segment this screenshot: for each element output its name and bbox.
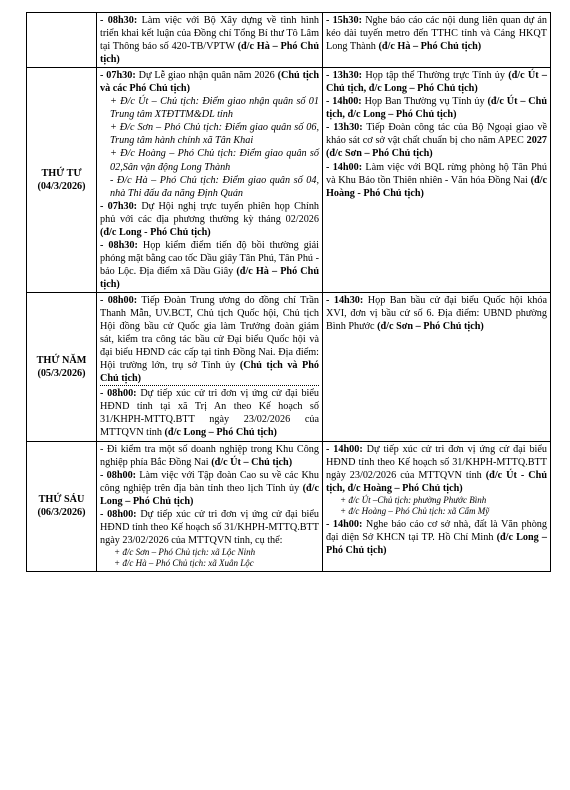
schedule-table	[26, 12, 551, 572]
entry-leader: (đ/c Út – Chủ tịch)	[211, 456, 293, 468]
morning-cell	[97, 292, 323, 441]
entry-text: Dự Hội nghị trực tuyến phiên họp Chính phủ với các địa phương thường kỳ tháng 02/2026	[100, 200, 320, 225]
entry-time: - 13h30:	[326, 122, 363, 134]
schedule-entry	[100, 69, 319, 95]
morning-cell	[97, 68, 323, 293]
day-cell	[27, 441, 97, 571]
entry-time: - 08h30:	[100, 239, 138, 251]
afternoon-cell	[323, 68, 551, 293]
sub-entry: + Đ/c Sơn – Phó Chủ tịch: Điểm giao quân số 06, Trung tâm hành chính xã Tân Khai	[110, 122, 319, 147]
schedule-entry	[100, 385, 319, 439]
morning-cell	[97, 13, 323, 68]
entry-time: - 08h00:	[100, 508, 137, 520]
entry-text: Họp Ban bầu cử đại biểu Quốc hội khóa XVI, đơn vị bầu cử số 6. Địa điểm: UBND phường Bình Phước	[326, 294, 547, 333]
day-name: THỨ SÁU	[38, 494, 85, 506]
schedule-entry	[100, 200, 319, 239]
day-name: THỨ NĂM	[36, 354, 87, 366]
schedule-body	[27, 13, 551, 572]
schedule-entry	[100, 469, 319, 508]
sub-entry: + đ/c Út –Chủ tịch: phường Phước Bình	[340, 494, 487, 505]
entry-leader: (đ/c Hoàng - Phó Chủ tịch)	[326, 174, 547, 199]
day-date: (06/3/2026)	[37, 507, 86, 519]
morning-cell	[97, 441, 323, 571]
entry-text: Tiếp Đoàn công tác của Bộ Ngoại giao về khảo sát cơ sở vật chất chuẩn bị cho năm APEC	[326, 122, 547, 147]
entry-time: - 14h30:	[326, 294, 364, 306]
entry-text: Làm việc với Tập đoàn Cao su về các Khu công nghiệp trên địa bàn tỉnh theo lịch Tỉnh ủy	[100, 469, 319, 494]
day-name: THỨ TƯ	[41, 168, 82, 180]
entry-leader: (đ/c Hà – Phó Chủ tịch)	[100, 41, 319, 66]
afternoon-cell	[323, 441, 551, 571]
day-date: (05/3/2026)	[37, 367, 86, 379]
schedule-row	[27, 13, 551, 68]
entry-time: - 14h00:	[326, 518, 363, 530]
entry-leader: (đ/c Út – Chủ tịch, đ/c Long – Phó Chủ tịch)	[326, 70, 547, 95]
schedule-entry	[100, 239, 319, 291]
entry-leader: (đ/c Hà – Phó Chủ tịch)	[378, 41, 482, 53]
entry-leader: (đ/c Út - Chủ tịch, đ/c Hoàng – Phó Chủ tịch)	[326, 469, 547, 494]
entry-time: - 14h00:	[326, 443, 363, 455]
entry-text: Tiếp Đoàn Trung ương do đồng chí Trần Thanh Mẫn, UV.BCT, Chủ tịch Quốc hội, Chủ tịch Hội đồng bầu cử Quốc gia làm Trưởng đoàn giám sát, kiểm tra công tác bầu cử Đại biểu Quốc hội và đại biểu HĐND các cấp tại tỉnh Đồng Nai. Địa điểm: Hội trường lớn, trụ sở Tỉnh ủy	[100, 294, 319, 372]
sub-entry: + Đ/c Hoàng – Phó Chủ tịch: Điểm giao quân số 02,Sân vận động Long Thành	[110, 148, 319, 173]
entry-leader: (đ/c Sơn – Phó Chủ tịch)	[326, 148, 433, 160]
schedule-entry	[100, 294, 319, 385]
schedule-entry	[326, 518, 547, 557]
entry-time: - 07h30:	[100, 200, 138, 212]
entry-leader: (đ/c Long - Phó Chủ tịch)	[100, 226, 211, 238]
entry-text: Làm việc với BQL rừng phòng hộ Tân Phú và Khu Bảo tồn Thiên nhiên - Văn hóa Đồng Nai	[326, 161, 547, 186]
entry-leader: (đ/c Hà – Phó Chủ tịch)	[100, 265, 319, 290]
schedule-entry	[100, 14, 319, 66]
entry-leader: (đ/c Út – Chủ tịch, đ/c Long – Phó Chủ tịch)	[326, 96, 547, 121]
sub-entry: + Đ/c Út – Chủ tịch: Điểm giao nhận quân số 01 Trung tâm XTĐTTM&DL tỉnh	[110, 96, 319, 121]
schedule-entry	[326, 294, 547, 333]
schedule-entry	[326, 14, 547, 53]
entry-time: - 08h00:	[100, 469, 137, 481]
entry-time: - 14h00:	[326, 96, 362, 108]
schedule-row	[27, 441, 551, 571]
afternoon-cell	[323, 13, 551, 68]
day-date: (04/3/2026)	[37, 181, 86, 193]
entry-leader: (Chủ tịch và Phó Chủ tịch)	[100, 360, 319, 385]
sub-entry: - Đ/c Hà – Phó Chủ tịch: Điểm giao quân số 04, nhà Thi đấu đa năng Định Quán	[110, 174, 319, 199]
entry-text: Dự tiếp xúc cử tri đơn vị ứng cử đại biểu HĐND tỉnh tại xã Trị An theo Kế hoạch số 31/KHPH-MTTQ.BTT ngày 23/02/2026 của MTTQVN tỉnh	[100, 388, 319, 439]
entry-text: Nghe báo cáo các nội dung liên quan dự án kéo dài tuyến metro đến TTHC tỉnh và Cảng HKQT Long Thành	[326, 15, 548, 53]
entry-text: Họp kiểm điểm tiến độ bồi thường giải phóng mặt bằng cao tốc Dầu giây Tân Phú, Tân Phú - bảo Lộc. Địa điểm xã Dầu Giây	[100, 239, 319, 277]
entry-time: - 14h00:	[326, 161, 363, 173]
schedule-entry	[100, 443, 319, 469]
entry-time: - 07h30:	[100, 70, 136, 82]
schedule-entry	[326, 161, 547, 200]
day-cell	[27, 68, 97, 293]
entry-text: Dự Lễ giao nhận quân năm 2026	[135, 70, 278, 82]
day-cell	[27, 13, 97, 68]
entry-time: - 15h30:	[326, 15, 363, 26]
entry-leader: (đ/c Long – Phó Chủ tịch)	[100, 482, 319, 507]
entry-text: Dự tiếp xúc cử tri đơn vị ứng cử đại biểu HĐND tỉnh theo Kế hoạch số 31/KHPH-MTTQ.BTT ngày 23/02/2026 của MTTQVN tỉnh, cụ thể:	[100, 508, 319, 546]
entry-leader: (đ/c Sơn – Phó Chủ tịch)	[377, 321, 484, 333]
entry-leader: (đ/c Long – Phó Chủ tịch)	[164, 427, 277, 439]
schedule-entry	[326, 95, 547, 121]
entry-text: - Đi kiểm tra một số doanh nghiệp trong Khu Công nghiệp phía Bắc Đồng Nai	[100, 443, 319, 468]
sub-entry: + đ/c Hoàng – Phó Chủ tịch: xã Cẩm Mỹ	[340, 506, 490, 517]
entry-time: - 13h30:	[326, 70, 363, 82]
sub-entry: + đ/c Sơn – Phó Chủ tịch: xã Lộc Ninh	[114, 546, 256, 557]
schedule-entry	[326, 121, 547, 160]
schedule-entry	[326, 69, 547, 95]
sub-entry: + đ/c Hà – Phó Chủ tịch: xã Xuân Lộc	[114, 558, 254, 569]
entry-time: - 08h00:	[100, 388, 137, 400]
entry-leader: (Chủ tịch và các Phó Chủ tịch)	[100, 70, 319, 95]
entry-text: Làm việc với Bộ Xây dựng về tình hình triển khai kết luận của Đồng chí Tổng Bí thư Tô Lâm tại Thông báo số 420-TB/VPTW	[100, 15, 320, 53]
entry-text: Dự tiếp xúc cử tri đơn vị ứng cử đại biểu HĐND tỉnh theo Kế hoạch số 31/KHPH-MTTQ.BTT ngày 23/02/2026 của MTTQVN tỉnh	[326, 443, 548, 481]
entry-text: Họp tập thể Thường trực Tỉnh ủy	[362, 70, 509, 82]
schedule-row	[27, 68, 551, 293]
afternoon-cell	[323, 292, 551, 441]
entry-time: - 08h00:	[100, 294, 138, 306]
schedule-entry	[100, 508, 319, 547]
schedule-entry	[326, 443, 547, 495]
day-cell	[27, 292, 97, 441]
schedule-row	[27, 292, 551, 441]
entry-emphasis: 2027	[526, 135, 547, 147]
entry-leader: (đ/c Long – Phó Chủ tịch)	[326, 531, 547, 556]
entry-text: Họp Ban Thường vụ Tỉnh ủy	[361, 96, 488, 108]
entry-text: Nghe báo cáo cơ sở nhà, đất là Văn phòng đại diện Sở KHCN tại TP. Hồ Chí Minh	[326, 518, 547, 543]
entry-time: - 08h30:	[100, 15, 138, 26]
